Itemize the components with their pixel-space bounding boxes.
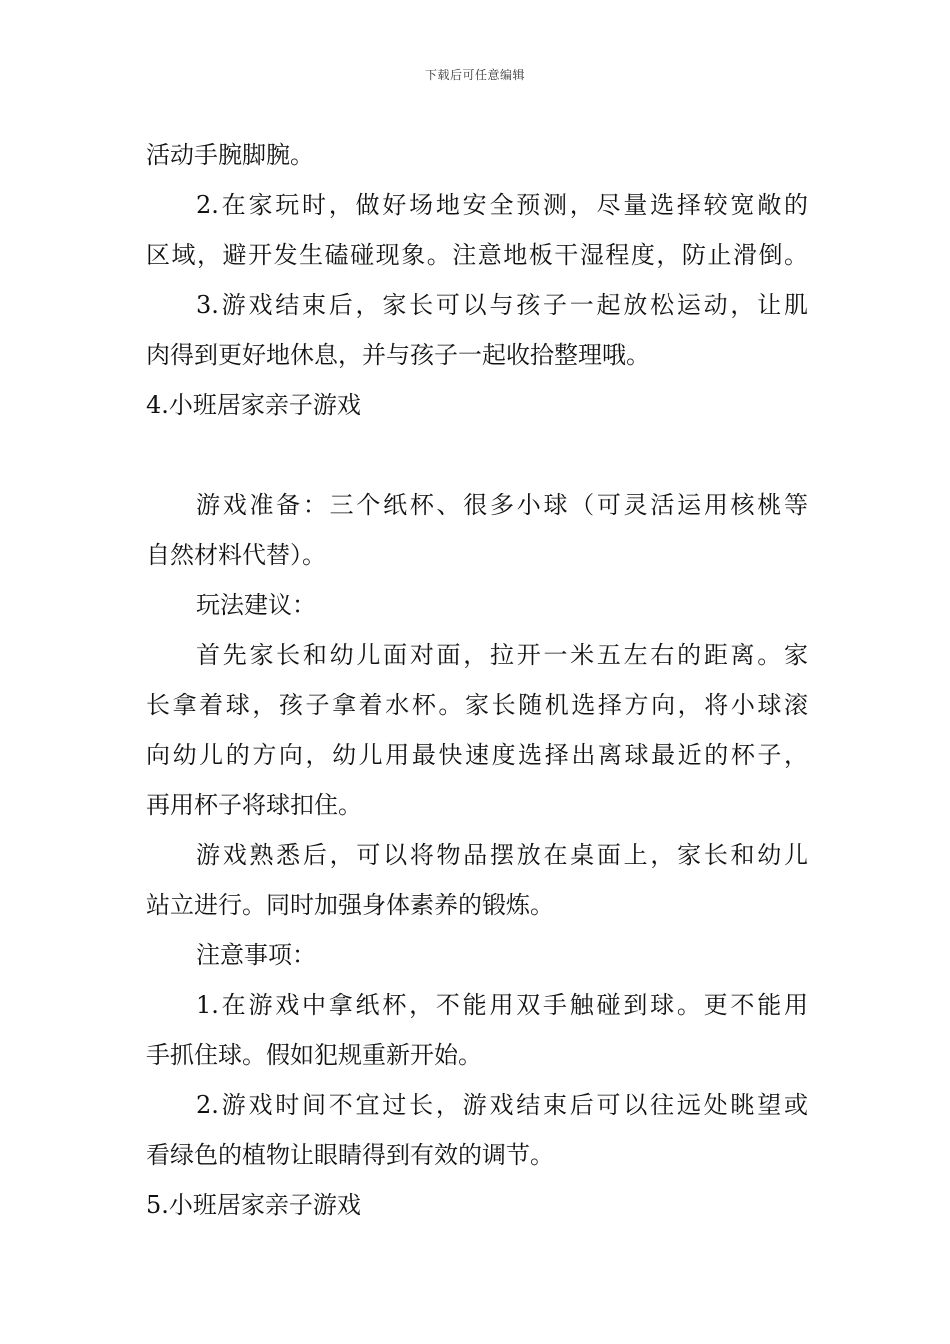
paragraph-line: 3.游戏结束后，家长可以与孩子一起放松运动，让肌	[196, 291, 808, 319]
paragraph-line: 向幼儿的方向，幼儿用最快速度选择出离球最近的杯子，	[146, 741, 808, 769]
paragraph-line: 站立进行。同时加强身体素养的锻炼。	[146, 891, 554, 919]
subheading: 注意事项：	[196, 941, 316, 969]
paragraph-line: 游戏准备：三个纸杯、很多小球（可灵活运用核桃等	[196, 491, 808, 519]
paragraph-line: 自然材料代替）。	[146, 541, 326, 569]
paragraph-line: 再用杯子将球扣住。	[146, 791, 362, 819]
paragraph-line: 2.游戏时间不宜过长，游戏结束后可以往远处眺望或	[196, 1091, 808, 1119]
subheading: 玩法建议：	[196, 591, 316, 619]
paragraph-line: 活动手腕脚腕。	[146, 141, 314, 169]
document-body	[146, 130, 808, 1230]
paragraph-line: 1.在游戏中拿纸杯，不能用双手触碰到球。更不能用	[196, 991, 808, 1019]
paragraph-line: 首先家长和幼儿面对面，拉开一米五左右的距离。家	[196, 641, 808, 669]
paragraph-line: 区域，避开发生磕碰现象。注意地板干湿程度，防止滑倒。	[146, 241, 808, 269]
paragraph-line: 肉得到更好地休息，并与孩子一起收拾整理哦。	[146, 341, 650, 369]
paragraph-line: 长拿着球，孩子拿着水杯。家长随机选择方向，将小球滚	[146, 691, 808, 719]
paragraph-line: 手抓住球。假如犯规重新开始。	[146, 1041, 482, 1069]
section-heading: 4.小班居家亲子游戏	[146, 391, 361, 419]
paragraph-line: 看绿色的植物让眼睛得到有效的调节。	[146, 1141, 554, 1169]
paragraph-line: 游戏熟悉后，可以将物品摆放在桌面上，家长和幼儿	[196, 841, 808, 869]
section-heading: 5.小班居家亲子游戏	[146, 1191, 361, 1219]
blank-line	[146, 430, 808, 480]
page-header: 下载后可任意编辑	[424, 68, 525, 82]
paragraph-line: 2.在家玩时，做好场地安全预测，尽量选择较宽敞的	[196, 191, 808, 219]
